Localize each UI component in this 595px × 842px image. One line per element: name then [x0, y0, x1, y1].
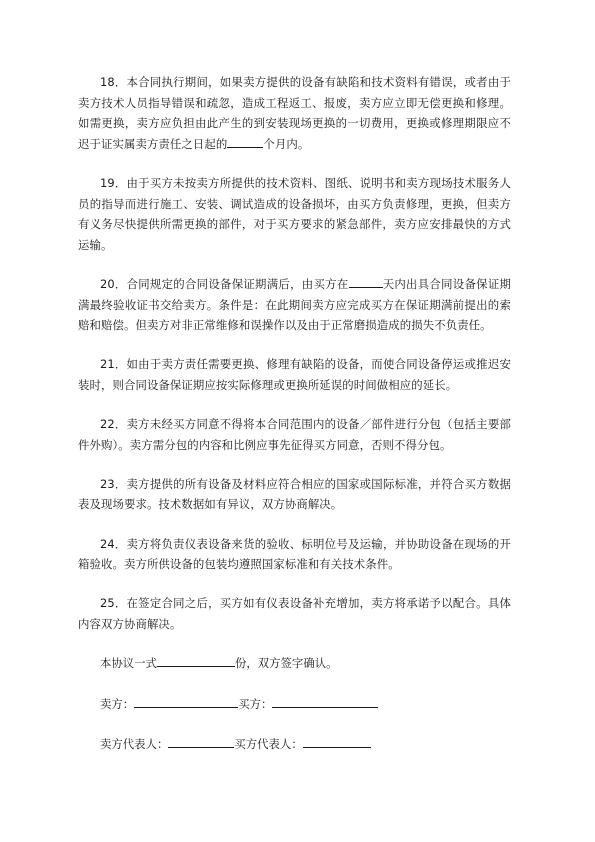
- clause-18: [78, 72, 511, 154]
- buyer-rep-signature-blank[interactable]: [303, 735, 371, 748]
- copies-label: 本协议一式: [100, 656, 157, 671]
- clause-20: [78, 274, 511, 336]
- months-blank[interactable]: [227, 135, 263, 148]
- clause-21: 21．如由于卖方责任需要更换、修理有缺陷的设备，而使合同设备停运或推迟安装时，则合同设备保证期应按实际修理或更换所延误的时间做相应的延长。: [78, 357, 511, 392]
- buyer-label: 买方：: [238, 696, 273, 711]
- clause-18-text: 18．本合同执行期间，如果卖方提供的设备有缺陷和技术资料有错误，或者由于卖方技术人员指导错误和疏忽，造成工程返工、报废，卖方应立即无偿更换和修理。如需更换，卖方应负担由此产生的到安装现场更换的一切费用，更换或修理期限应不迟于证实属卖方责任之日起的: [78, 75, 511, 151]
- seller-rep-label: 卖方代表人：: [100, 737, 169, 752]
- days-blank[interactable]: [349, 275, 383, 288]
- seller-rep-signature-blank[interactable]: [168, 735, 234, 748]
- clause-18-text-end: 个月内。: [263, 136, 310, 151]
- party-signature-line: [78, 694, 511, 715]
- seller-label: 卖方：: [100, 696, 135, 711]
- clause-24: 24．卖方将负责仪表设备来货的验收、标明位号及运输，并协助设备在现场的开箱验收。卖方所供设备的包装均遵照国家标准和有关技术条件。: [78, 536, 511, 572]
- clause-19: 19．由于买方未按卖方所提供的技术资料、图纸、说明书和卖方现场技术服务人员的指导而进行施工、安装、调试造成的设备损坏，由买方负责修理，更换，但卖方有义务尽快提供所需更换的部件，对于买方要求的紧急部件，卖方应安排最快的方式运输。: [78, 175, 511, 252]
- clause-22: 22．卖方未经买方同意不得将本合同范围内的设备／部件进行分包（包括主要部件外购）。卖方需分包的内容和比例应事先征得买方同意，否则不得分包。: [78, 417, 511, 452]
- clause-25: 25．在签定合同之后，买方如有仪表设备补充增加，卖方将承诺予以配合。具体内容双方协商解决。: [78, 596, 511, 632]
- seller-signature-blank[interactable]: [134, 695, 238, 708]
- copies-blank[interactable]: [157, 654, 235, 667]
- clause-23: 23．卖方提供的所有设备及材料应符合相应的国家或国际标准，并符合买方数据表及现场要求。技术数据如有异议，双方协商解决。: [78, 476, 511, 512]
- copies-label-end: 份，双方签字确认。: [234, 656, 338, 671]
- clause-20-text: 20．合同规定的合同设备保证期满后，由买方在: [100, 276, 349, 291]
- buyer-signature-blank[interactable]: [272, 695, 378, 708]
- clause-20-text-end: 天内出具合同设备保证期满最终验收证书交给卖方。条件是：在此期间卖方应完成买方在保证期满前提出的索赔和赔偿。但卖方对非正常维修和误操作以及由于正常磨损造成的损失不负责任。: [78, 276, 511, 333]
- buyer-rep-label: 买方代表人：: [234, 737, 303, 752]
- copies-line: [78, 653, 511, 674]
- representative-signature-line: [78, 734, 511, 755]
